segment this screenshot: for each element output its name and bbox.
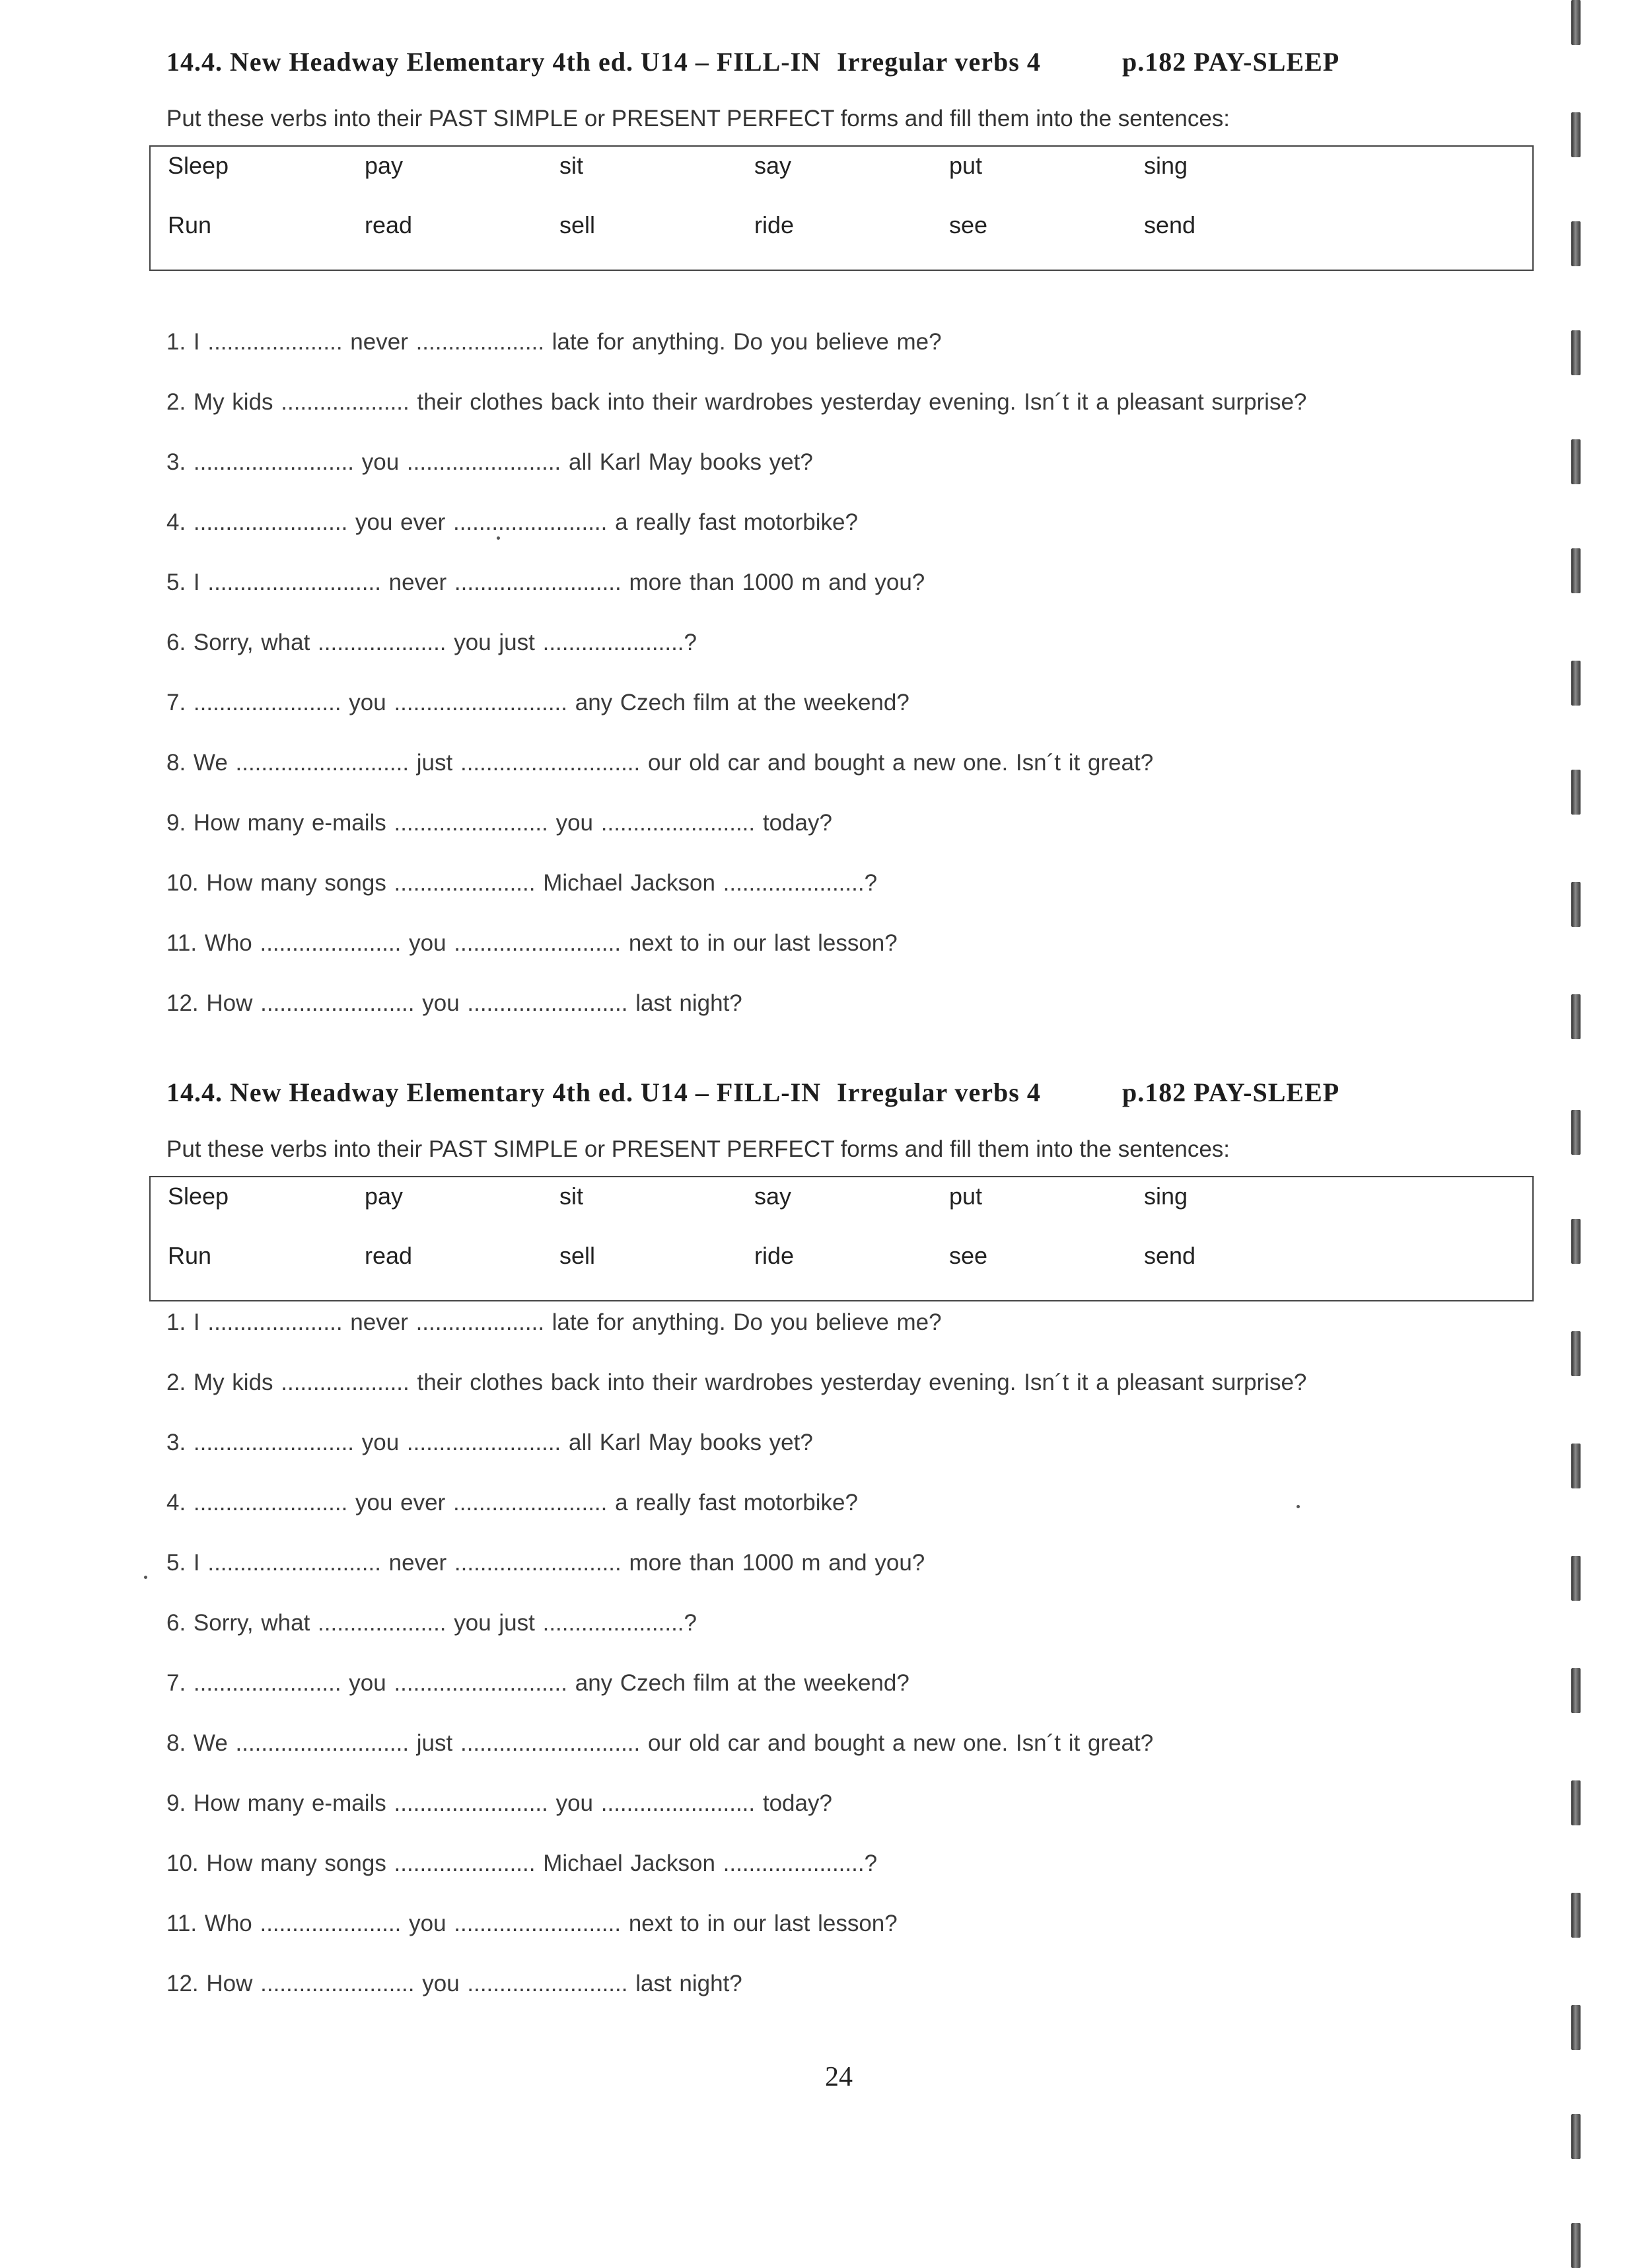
sentence: 9. How many e-mails ........................ you ........................ today? [166, 1790, 832, 1816]
verb: Sleep [168, 1183, 229, 1210]
verb: pay [365, 1183, 404, 1210]
sentence: 5. I ........................... never .......................... more than 1000 m and you? [166, 1550, 925, 1576]
binding-hole-icon [1571, 2005, 1581, 2050]
verb: put [949, 152, 983, 179]
sentence: 3. ......................... you ........................ all Karl May books yet? [166, 449, 813, 475]
verb: ride [754, 211, 795, 238]
binding-hole-icon [1571, 0, 1581, 45]
spiral-binding [1569, 0, 1615, 2268]
sentence: 1. I ..................... never .................... late for anything. Do you believe me? [166, 1309, 942, 1335]
sentence: 11. Who ...................... you .......................... next to in our last lesson? [166, 930, 898, 956]
binding-hole-icon [1571, 1668, 1581, 1713]
verb: send [1144, 211, 1196, 238]
page-reference: p.182 PAY-SLEEP [1122, 1078, 1340, 1107]
binding-hole-icon [1571, 770, 1581, 815]
sentence: 4. ........................ you ever ........................ a really fast motorbike? [166, 1490, 858, 1516]
section-header [166, 1077, 1534, 1130]
sentence: 12. How ........................ you ......................... last night? [166, 1971, 742, 1996]
sentence: 9. How many e-mails ........................ you ........................ today? [166, 810, 832, 836]
sentence: 12. How ........................ you ......................... last night? [166, 990, 742, 1016]
binding-hole-icon [1571, 548, 1581, 593]
page-reference: p.182 PAY-SLEEP [1122, 47, 1340, 77]
binding-hole-icon [1571, 1219, 1581, 1264]
verb: sing [1144, 1183, 1188, 1210]
sentence: 8. We ........................... just ............................ our old car and bought a new one. Isn´t it great? [166, 1730, 1154, 1756]
verb-row-1 [168, 1183, 1339, 1210]
sentence: 1. I ..................... never .................... late for anything. Do you believe me? [166, 329, 942, 355]
worksheet-title: 14.4. New Headway Elementary 4th ed. U14 – FILL-IN [166, 1078, 822, 1107]
verb-row-2 [168, 211, 1339, 239]
scan-speck [497, 536, 500, 540]
verb-box [149, 1176, 1534, 1301]
verb-row-2 [168, 1242, 1339, 1270]
binding-hole-icon [1571, 1893, 1581, 1938]
binding-hole-icon [1571, 439, 1581, 484]
verb: sing [1144, 152, 1188, 179]
verb: see [949, 211, 988, 238]
instructions: Put these verbs into their PAST SIMPLE or PRESENT PERFECT forms and fill them into the sentences: [166, 106, 1230, 131]
worksheet-section-1 [166, 46, 1534, 1044]
sentence: 6. Sorry, what .................... you just ......................? [166, 1610, 697, 1636]
sentence: 10. How many songs ...................... Michael Jackson ......................? [166, 1850, 878, 1876]
binding-hole-icon [1571, 994, 1581, 1039]
sentence: 7. ....................... you ........................... any Czech film at the weekend? [166, 1670, 909, 1696]
binding-hole-icon [1571, 661, 1581, 706]
verb: ride [754, 1242, 795, 1269]
binding-hole-icon [1571, 112, 1581, 157]
binding-hole-icon [1571, 882, 1581, 927]
verb: sit [559, 1183, 583, 1210]
verb: say [754, 152, 792, 179]
worksheet-section-2 [166, 1077, 1534, 2024]
verb: send [1144, 1242, 1196, 1269]
verb: Run [168, 211, 212, 238]
verb-row-1 [168, 152, 1339, 180]
verb: read [365, 1242, 413, 1269]
sentence: 6. Sorry, what .................... you just ......................? [166, 630, 697, 655]
verb: pay [365, 152, 404, 179]
binding-hole-icon [1571, 1331, 1581, 1376]
worksheet-title: 14.4. New Headway Elementary 4th ed. U14 – FILL-IN [166, 47, 822, 77]
sentence: 8. We ........................... just ............................ our old car and bought a new one. Isn´t it great? [166, 750, 1154, 776]
worksheet-subtitle: Irregular verbs 4 [837, 47, 1041, 77]
binding-hole-icon [1571, 1556, 1581, 1601]
sentence: 7. ....................... you ........................... any Czech film at the weekend? [166, 690, 909, 715]
binding-hole-icon [1571, 1780, 1581, 1825]
binding-hole-icon [1571, 221, 1581, 266]
section-header [166, 46, 1534, 99]
verb: read [365, 211, 413, 238]
verb-box [149, 145, 1534, 271]
worksheet-subtitle: Irregular verbs 4 [837, 1078, 1041, 1107]
verb: sit [559, 152, 583, 179]
verb: Run [168, 1242, 212, 1269]
sentence: 4. ........................ you ever ........................ a really fast motorbike? [166, 509, 858, 535]
sentence: 2. My kids .................... their clothes back into their wardrobes yesterday evening. Isn´t it a pleasant surprise? [166, 389, 1307, 415]
verb: see [949, 1242, 988, 1269]
sentence-list [166, 1303, 1534, 2024]
sentence: 2. My kids .................... their clothes back into their wardrobes yesterday evening. Isn´t it a pleasant surprise? [166, 1370, 1307, 1395]
sentence: 10. How many songs ...................... Michael Jackson ......................? [166, 870, 878, 896]
binding-hole-icon [1571, 330, 1581, 375]
instructions: Put these verbs into their PAST SIMPLE or PRESENT PERFECT forms and fill them into the sentences: [166, 1136, 1230, 1162]
verb: sell [559, 1242, 596, 1269]
verb: say [754, 1183, 792, 1210]
sentence: 5. I ........................... never .......................... more than 1000 m and you? [166, 569, 925, 595]
sentence: 11. Who ...................... you .......................... next to in our last lesson? [166, 1911, 898, 1936]
sentence-list [166, 322, 1534, 1044]
binding-hole-icon [1571, 2223, 1581, 2268]
sentence: 3. ......................... you ........................ all Karl May books yet? [166, 1430, 813, 1455]
binding-hole-icon [1571, 2114, 1581, 2159]
verb: sell [559, 211, 596, 238]
binding-hole-icon [1571, 1110, 1581, 1155]
page-number: 24 [825, 2062, 853, 2092]
scan-speck [144, 1576, 147, 1579]
binding-hole-icon [1571, 1444, 1581, 1488]
verb: put [949, 1183, 983, 1210]
scan-speck [1297, 1505, 1300, 1508]
verb: Sleep [168, 152, 229, 179]
